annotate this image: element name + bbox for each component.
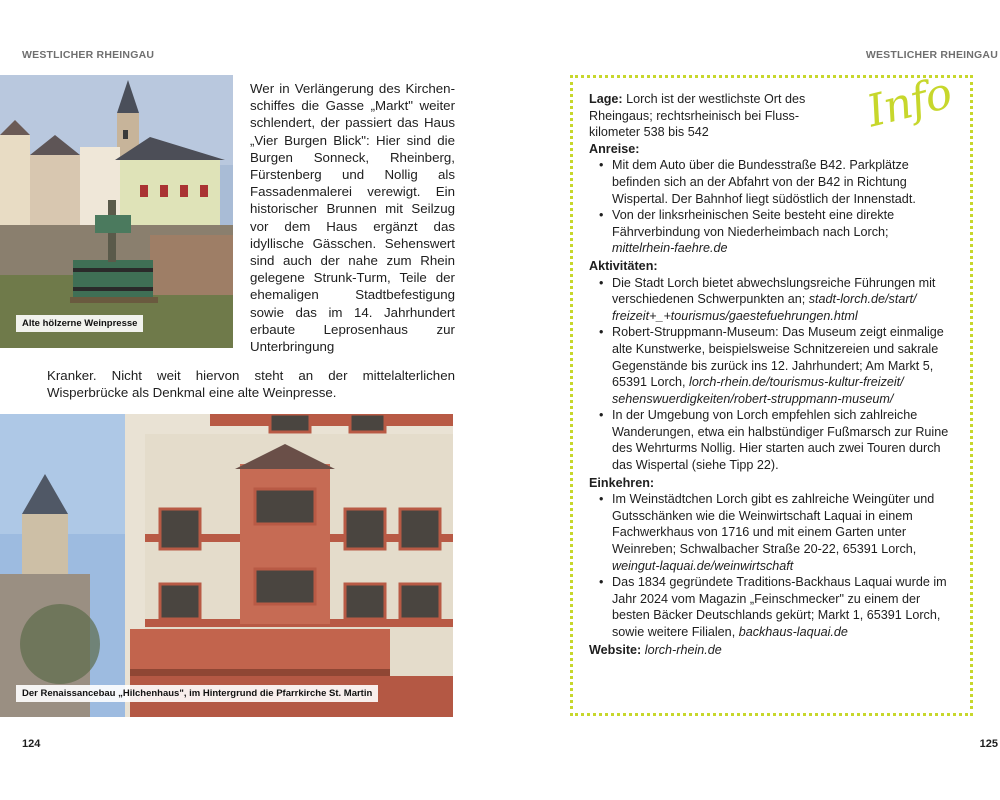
hilchenhaus-illustration [0, 414, 453, 717]
list-item: • Von der linksrheinischen Seite besteht eine direkte Fährverbindung von Niederheimbach nach Lorch; mittelrhein-faehre.de [589, 207, 954, 257]
website-label: Website: [589, 642, 642, 657]
lage-label: Lage: [589, 92, 623, 106]
list-item: • Die Stadt Lorch bietet abwechslungsreiche Führungen mit verschiedenen Schwerpunkten an; stadt-lorch.de/​start/​freizeit+_+tourismus/​gaestefuehrungen.html [589, 275, 954, 325]
info-lage [589, 91, 844, 141]
info-logo [862, 67, 962, 168]
photo-hilchenhaus [0, 414, 453, 717]
link[interactable]: mittelrhein-faehre.de [612, 241, 728, 256]
link[interactable]: lorch-rhein.​de/​tourismus-kultur-freizeit/​sehenswuerdigkeiten/​robert-struppmann-museum/ [612, 375, 904, 406]
link[interactable]: weingut-laquai.de/​weinwirtschaft [612, 558, 794, 573]
list-item: • In der Umgebung von Lorch empfehlen sich zahlreiche Wanderungen, etwa ein halbstündiger Fußmarsch zur Ruine des Wehrturms Nollig. Hier starten auch zwei Touren durch das Wispertal (siehe Tipp 22). [589, 407, 954, 473]
aktivitaeten-label: Aktivitäten: [589, 258, 658, 273]
photo-wine-press [0, 75, 233, 348]
anreise-label: Anreise: [589, 141, 640, 156]
body-text-full: Kranker. Nicht weit hiervon steht an der mittelalterlichen Wisperbrücke als Denkmal eine alte Weinpresse. [47, 368, 455, 401]
list-item: • Mit dem Auto über die Bundesstraße B42. Parkplätze befinden sich an der Abfahrt von der B42 in Richtung Wispertal. Der Bahnhof liegt südöstlich der Innenstadt. [589, 157, 954, 207]
info-website [589, 642, 954, 659]
info-content [589, 91, 954, 658]
wine-press-illustration [0, 75, 233, 348]
einkehren-label: Einkehren: [589, 475, 655, 490]
website-link[interactable]: lorch-rhein.de [644, 642, 722, 657]
page-number: 125 [979, 738, 998, 750]
lage-text: Lorch ist der westlichste Ort des Rheingaus; rechtsrheinisch bei Flusskilometer 538 bis 542 [589, 92, 806, 140]
list-item: • Im Weinstädtchen Lorch gibt es zahlreiche Weingüter und Gutsschänken wie die Weinwirtschaft Laquai in einem Fachwerkhaus von 1716 und mit einem Garten unter Weinreben; Schwalbacher Straße 20-22, 65391 Lorch, weingut-laquai.de/​weinwirtschaft [589, 491, 954, 574]
aktivitaeten-list [589, 275, 954, 474]
page-number: 124 [22, 738, 41, 750]
link[interactable]: backhaus-laquai.de [738, 625, 848, 639]
photo-caption: Alte hölzerne Weinpresse [16, 315, 143, 332]
info-logo-text: Info [862, 67, 957, 138]
running-head: WESTLICHER RHEINGAU [22, 49, 155, 61]
photo-caption: Der Renaissancebau „Hilchenhaus", im Hintergrund die Pfarrkirche St. Martin [16, 685, 378, 702]
list-item: • Robert-Struppmann-Museum: Das Museum zeigt einmalige alte Kunstwerke, beispielsweise Schnitzereien und sakrale Gegenstände bis zurück ins 12. Jahrhundert; Am Markt 5, 65391 Lorch, lorch-rhein.​de/​tourismus-kultur-freizeit/​sehenswuerdigkeiten/​robert-struppmann-museum/ [589, 324, 954, 407]
list-item: • Das 1834 gegründete Traditions-Backhaus Laquai wurde im Jahr 2024 vom Magazin „Feinschmecker" zu einem der besten Bäcker Deutschlands gekürt; Markt 1, 65391 Lorch, sowie weitere Filialen, backhaus-laquai.de [589, 574, 954, 640]
link[interactable]: stadt-lorch.de/​start/​freizeit+_+tourismus/​gaestefuehrungen.html [612, 292, 917, 323]
anreise-list [589, 157, 954, 257]
body-text-wrapped: Wer in Verlängerung des Kirchenschiffes die Gasse „Markt" weiter schlendert, der passiert das Haus „Vier Burgen Blick": Hier sind die Burgen Sonneck, Rheinberg, Fürstenberg und Nollig als Fassadenmalerei verewigt. Ein historischer Brunnen mit Seilzug vor dem Haus ergänzt das idyllische Gässchen. Sehenswert sind auch der nahe zum Rhein gelegene Strunk-Turm, Teile der ehemaligen Stadtbefestigung sowie das im 14. Jahrhundert erbaute Leprosenhaus zur Unterbringung [250, 81, 455, 355]
info-box [570, 75, 973, 716]
running-head: WESTLICHER RHEINGAU [865, 49, 998, 61]
einkehren-list [589, 491, 954, 640]
